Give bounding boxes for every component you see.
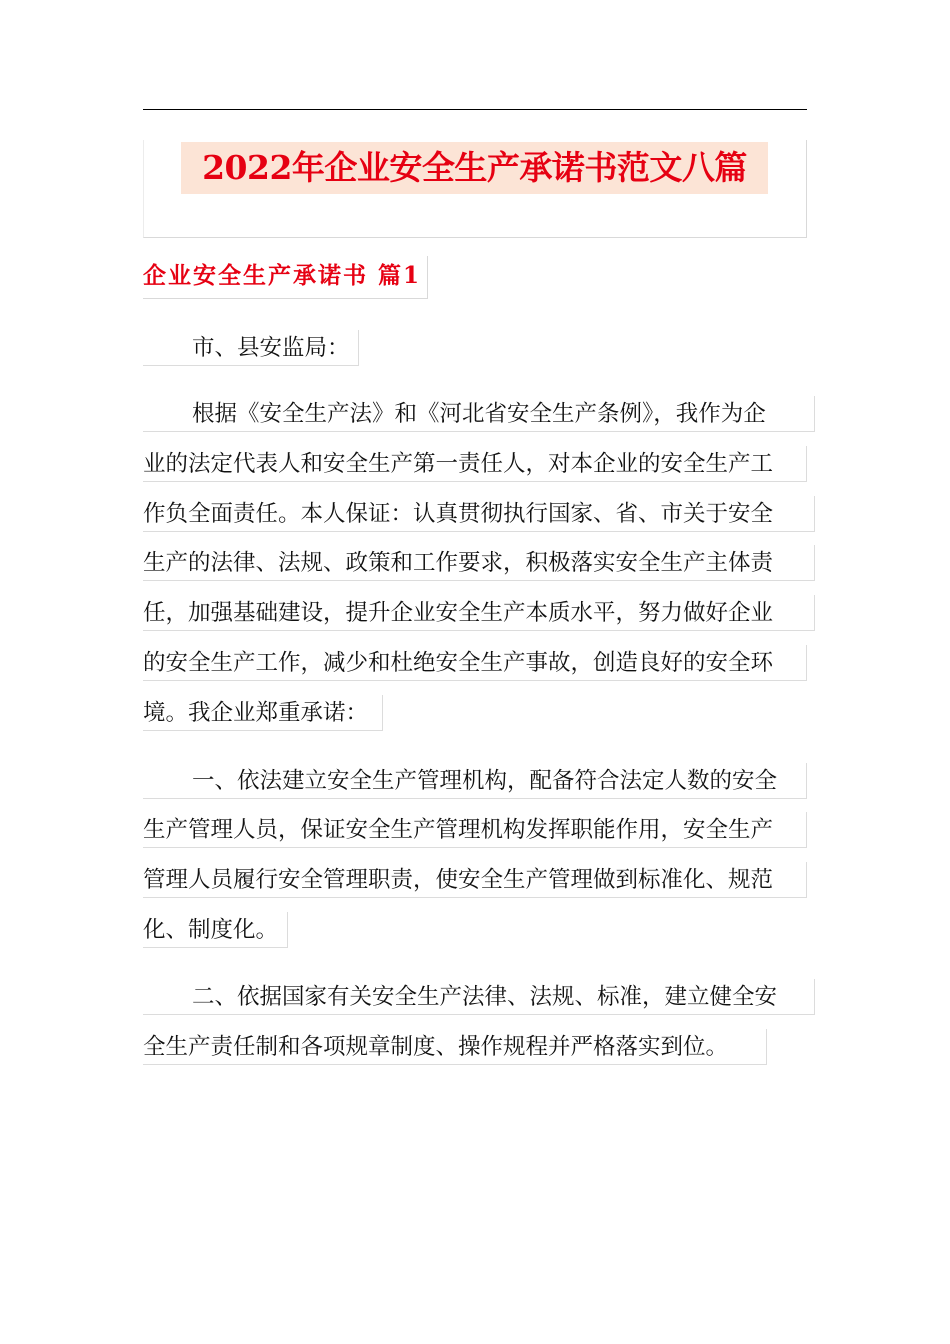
salutation: 市、县安监局： (143, 330, 359, 366)
paragraph-line: 生产的法律、法规、政策和工作要求，积极落实安全生产主体责 (143, 545, 815, 581)
paragraph-line: 管理人员履行安全管理职责，使安全生产管理做到标准化、规范 (143, 862, 807, 898)
paragraph-line: 的安全生产工作，减少和杜绝安全生产事故，创造良好的安全环 (143, 645, 807, 681)
section-heading: 企业安全生产承诺书 篇1 (143, 256, 428, 299)
paragraph-line: 全生产责任制和各项规章制度、操作规程并严格落实到位。 (143, 1029, 767, 1065)
paragraph-line: 根据《安全生产法》和《河北省安全生产条例》，我作为企 (143, 396, 815, 432)
document-title: 2022年企业安全生产承诺书范文八篇 (181, 142, 768, 194)
paragraph-line: 生产管理人员，保证安全生产管理机构发挥职能作用，安全生产 (143, 812, 807, 848)
paragraph-line: 任，加强基础建设，提升企业安全生产本质水平，努力做好企业 (143, 595, 815, 631)
paragraph-line: 一、依法建立安全生产管理机构，配备符合法定人数的安全 (143, 763, 807, 799)
header-rule (143, 109, 807, 110)
paragraph-line: 作负全面责任。本人保证：认真贯彻执行国家、省、市关于安全 (143, 496, 815, 532)
paragraph-line: 二、依据国家有关安全生产法律、法规、标准，建立健全安 (143, 979, 815, 1015)
paragraph-line: 境。我企业郑重承诺： (143, 695, 383, 731)
paragraph-line: 业的法定代表人和安全生产第一责任人，对本企业的安全生产工 (143, 446, 807, 482)
paragraph-line: 化、制度化。 (143, 912, 288, 948)
